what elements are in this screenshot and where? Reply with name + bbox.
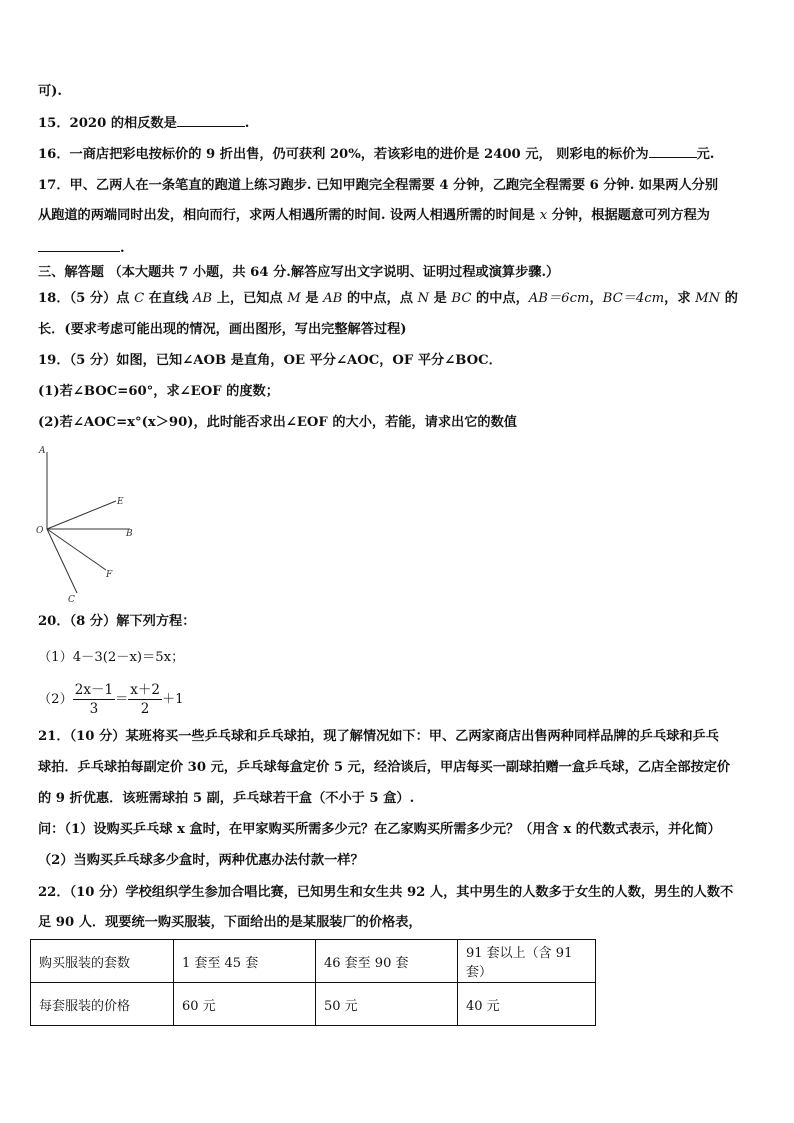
fraction-right: $\frac{x+2}{2}$: [130, 682, 160, 717]
price-table: [30, 939, 596, 1026]
question-16: 16．一商店把彩电按标价的 9 折出售，仍可获利 20%，若该彩电的进价是 2400 元， 则彩电的标价为 元.: [38, 144, 714, 165]
line-continuation: 可).: [38, 84, 63, 99]
fraction-left: $\frac{2x-1}{3}$: [74, 682, 114, 717]
table-row: [31, 983, 596, 1026]
question-17-line2: 从跑道的两端同时出发，相向而行，求两人相遇所需的时间. 设两人相遇所需的时间是 x 分钟，根据题意可列方程为: [38, 208, 710, 223]
table-cell: 60 元: [174, 983, 316, 1026]
question-15: 15．2020 的相反数是 .: [38, 113, 249, 134]
table-cell: 购买服装的套数: [31, 940, 174, 983]
table-cell: 91 套以上（含 91 套）: [458, 940, 596, 983]
question-19-part1: (1)若∠BOC=60°，求∠EOF 的度数；: [38, 384, 279, 399]
question-21-line2: 球拍．乒乓球拍每副定价 30 元，乒乓球每盒定价 5 元，经洽谈后，甲店每买一副球拍赠一盒乒乓球，乙店全部按定价: [38, 760, 731, 775]
question-17-line1: 17．甲、乙两人在一条笔直的跑道上练习跑步. 已知甲跑完全程需要 4 分钟，乙跑完全程需要 6 分钟. 如果两人分别: [38, 178, 719, 193]
angle-figure: [30, 440, 150, 605]
ray-oe: [47, 501, 116, 529]
answer-blank: [649, 144, 697, 158]
question-19: 19．（5 分）如图，已知∠AOB 是直角，OE 平分∠AOC，OF 平分∠BOC．: [38, 353, 502, 368]
question-20: 20．（8 分）解下列方程：: [38, 614, 196, 629]
table-row: [31, 940, 596, 983]
question-21-line4: 问：（1）设购买乒乓球 x 盒时，在甲家购买所需多少元？在乙家购买所需多少元？（用含 x 的代数式表示，并化简）: [38, 822, 721, 837]
label-f: F: [106, 570, 113, 580]
answer-blank: [38, 238, 120, 252]
question-21-line3: 的 9 折优惠．该班需球拍 5 副，乒乓球若干盒（不小于 5 盒）.: [38, 791, 415, 806]
question-17-line3: .: [38, 238, 125, 259]
question-21-line1: 21．（10 分）某班将买一些乒乓球和乒乓球拍，现了解情况如下：甲、乙两家商店出售两种同样品牌的乒乓球和乒乓: [38, 729, 719, 744]
label-a: A: [39, 446, 46, 456]
table-cell: 1 套至 45 套: [174, 940, 316, 983]
section-3-heading: 三、解答题 （本大题共 7 小题，共 64 分.解答应写出文字说明、证明过程或演算步骤.）: [38, 265, 560, 280]
question-18-line1: 18．（5 分）点 C 在直线 AB 上，已知点 M 是 AB 的中点，点 N 是 BC 的中点，AB＝6cm，BC＝4cm，求 MN 的: [38, 291, 738, 306]
ray-oc: [47, 529, 77, 593]
question-18-line2: 长．(要求考虑可能出现的情况，画出图形，写出完整解答过程): [38, 322, 407, 337]
question-21-line5: （2）当购买乒乓球多少盒时，两种优惠办法付款一样？: [38, 853, 364, 868]
question-22-line1: 22．（10 分）学校组织学生参加合唱比赛，已知男生和女生共 92 人，其中男生的人数多于女生的人数，男生的人数不: [38, 885, 734, 900]
question-22-line2: 足 90 人．现要统一购买服装，下面给出的是某服装厂的价格表，: [38, 915, 422, 930]
equation-2: （2） $\frac{2x-1}{3}$ ＝ $\frac{x+2}{2}$ ＋1: [38, 682, 184, 717]
label-c: C: [68, 595, 75, 605]
label-o: O: [36, 526, 44, 536]
table-cell: 每套服装的价格: [31, 983, 174, 1026]
label-e: E: [117, 497, 124, 507]
table-cell: 40 元: [458, 983, 596, 1026]
answer-blank: [177, 113, 245, 127]
question-19-part2: (2)若∠AOC=x°(x＞90)，此时能否求出∠EOF 的大小，若能，请求出它的数值: [38, 415, 517, 430]
table-cell: 46 套至 90 套: [316, 940, 458, 983]
table-cell: 50 元: [316, 983, 458, 1026]
ray-of: [47, 529, 106, 570]
label-b: B: [126, 529, 133, 539]
equation-1: （1）4－3(2－x)＝5x；: [38, 650, 185, 665]
